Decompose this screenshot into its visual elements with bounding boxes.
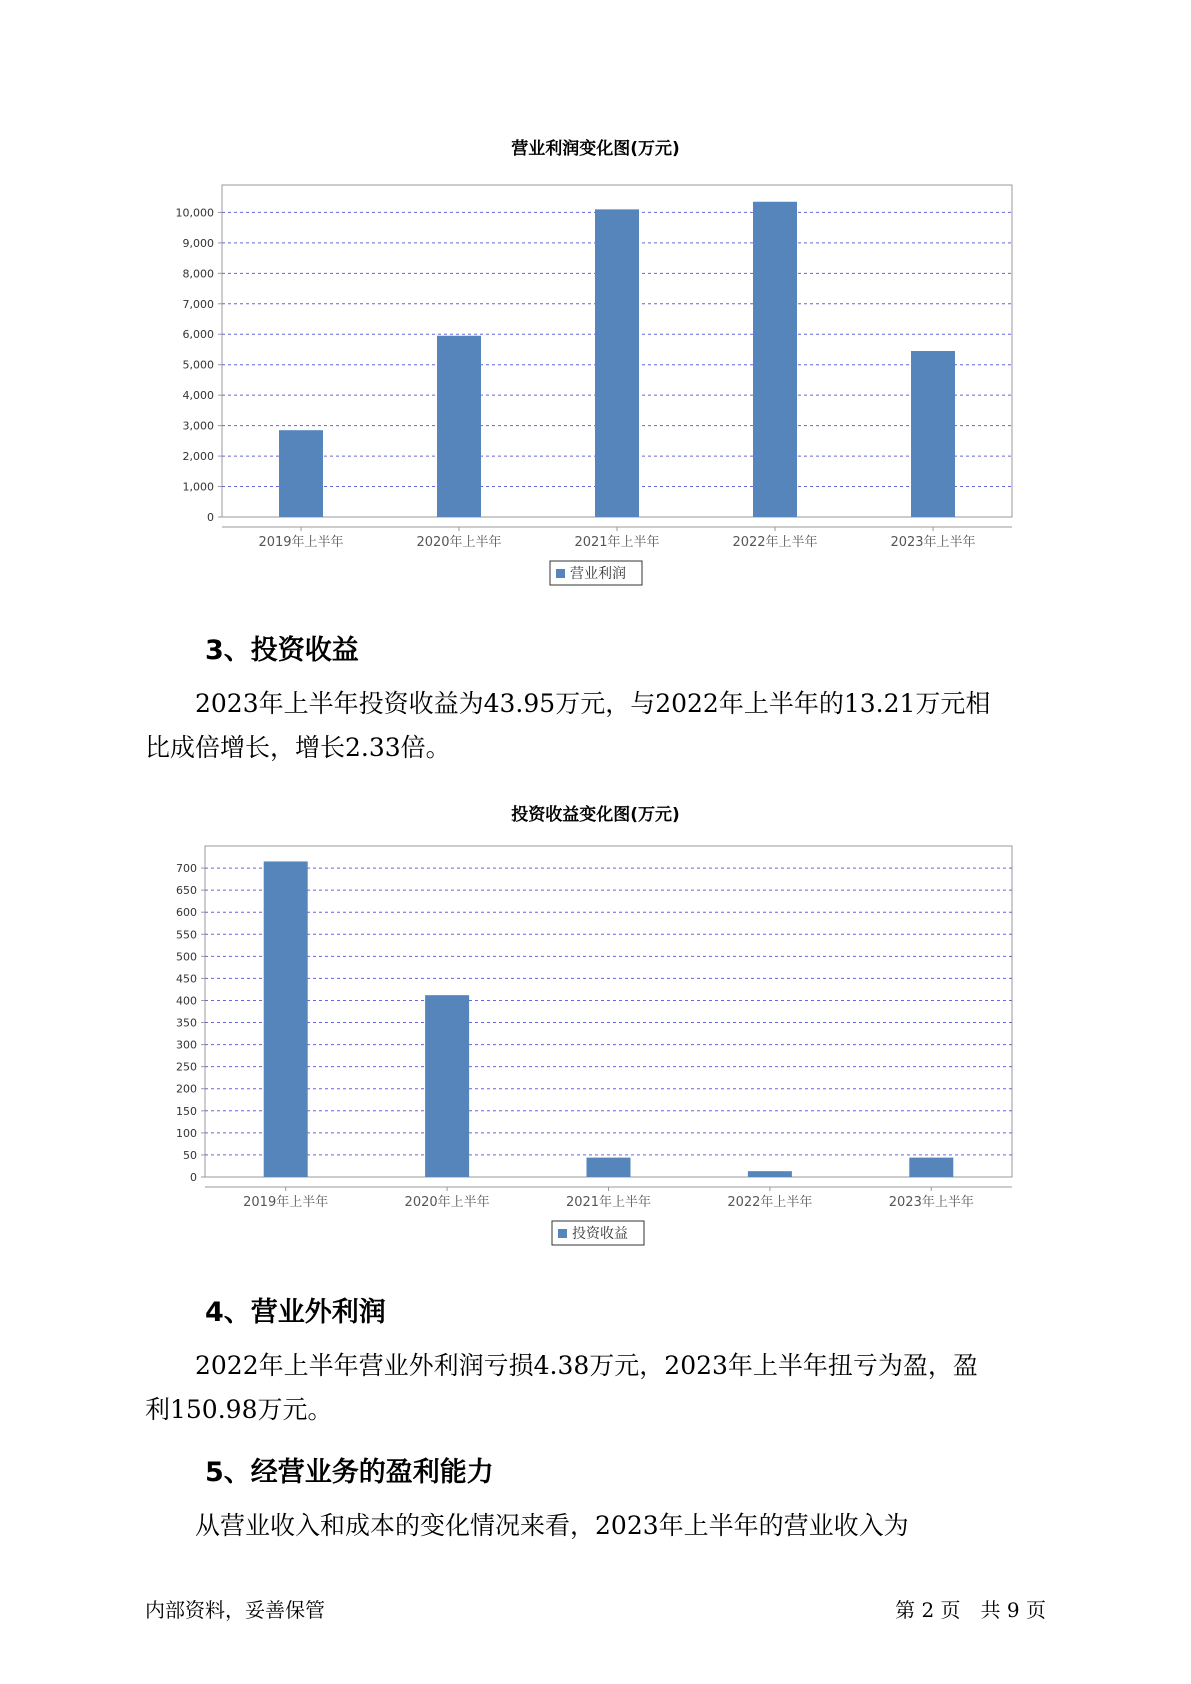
y-tick-label: 6,000 <box>182 328 214 342</box>
x-tick-label: 2019年上半年 <box>258 535 344 550</box>
legend-swatch <box>556 569 565 578</box>
chart2-title: 投资收益变化图(万元) <box>511 805 680 825</box>
section3-paragraph <box>145 682 1045 770</box>
section4-line1: 2022年上半年营业外利润亏损4.38万元，2023年上半年扭亏为盈，盈 <box>195 1351 978 1380</box>
section3-line2: 比成倍增长，增长2.33倍。 <box>145 733 451 762</box>
y-tick-label: 400 <box>176 994 197 1008</box>
y-tick-label: 200 <box>176 1082 197 1096</box>
x-tick-label: 2022年上半年 <box>732 535 818 550</box>
y-tick-label: 600 <box>176 906 197 920</box>
x-tick-label: 2021年上半年 <box>565 1195 652 1210</box>
y-tick-label: 500 <box>176 950 197 964</box>
y-tick-label: 2,000 <box>182 450 214 464</box>
section5-line1: 从营业收入和成本的变化情况来看，2023年上半年的营业收入为 <box>195 1511 909 1540</box>
section3-line1: 2023年上半年投资收益为43.95万元，与2022年上半年的13.21万元相 <box>195 689 991 718</box>
x-tick-label: 2022年上半年 <box>727 1195 813 1210</box>
y-tick-label: 650 <box>176 884 197 898</box>
x-tick-label: 2021年上半年 <box>574 535 660 550</box>
section4-paragraph <box>145 1344 1045 1432</box>
bar <box>437 336 481 517</box>
section4-heading: 4、营业外利润 <box>205 1297 386 1328</box>
footer-confidential: 内部资料，妥善保管 <box>145 1598 325 1622</box>
y-tick-label: 4,000 <box>182 389 214 403</box>
bar <box>587 1158 631 1177</box>
x-tick-label: 2023年上半年 <box>890 535 976 550</box>
y-tick-label: 150 <box>176 1104 197 1118</box>
plot-area <box>205 846 1012 1177</box>
y-tick-label: 1,000 <box>182 480 214 494</box>
bar <box>748 1171 792 1177</box>
section5-paragraph <box>145 1504 1045 1548</box>
y-tick-label: 350 <box>176 1016 197 1030</box>
y-tick-label: 300 <box>176 1038 197 1052</box>
y-tick-label: 0 <box>190 1171 197 1184</box>
y-tick-label: 8,000 <box>182 267 214 281</box>
y-tick-label: 7,000 <box>182 297 214 311</box>
legend-swatch <box>558 1229 567 1238</box>
x-tick-label: 2019年上半年 <box>243 1195 329 1210</box>
bar <box>911 351 955 517</box>
y-tick-label: 3,000 <box>182 419 214 433</box>
bar <box>264 861 308 1177</box>
bar <box>425 995 469 1177</box>
bar <box>595 209 639 517</box>
bar <box>279 430 323 517</box>
section5-heading: 5、经营业务的盈利能力 <box>205 1457 494 1488</box>
legend-label: 投资收益 <box>572 1226 628 1242</box>
y-tick-label: 0 <box>207 511 214 524</box>
y-tick-label: 10,000 <box>175 206 214 220</box>
investment-income-chart <box>0 830 1191 1250</box>
legend-label: 营业利润 <box>570 566 626 582</box>
section3-heading: 3、投资收益 <box>205 635 359 666</box>
x-tick-label: 2020年上半年 <box>416 535 502 550</box>
y-tick-label: 50 <box>183 1148 197 1162</box>
x-tick-label: 2023年上半年 <box>888 1195 974 1210</box>
bar <box>753 202 797 517</box>
chart1-title: 营业利润变化图(万元) <box>511 139 680 159</box>
bar <box>909 1158 953 1177</box>
operating-profit-chart <box>0 0 1191 600</box>
section4-line2: 利150.98万元。 <box>145 1395 333 1424</box>
footer-page-number: 第 2 页 共 9 页 <box>895 1598 1046 1622</box>
y-tick-label: 250 <box>176 1060 197 1074</box>
x-tick-label: 2020年上半年 <box>404 1195 490 1210</box>
y-tick-label: 700 <box>176 862 197 876</box>
y-tick-label: 450 <box>176 972 197 986</box>
y-tick-label: 5,000 <box>182 358 214 372</box>
y-tick-label: 550 <box>176 928 197 942</box>
y-tick-label: 100 <box>176 1126 197 1140</box>
y-tick-label: 9,000 <box>182 236 214 250</box>
